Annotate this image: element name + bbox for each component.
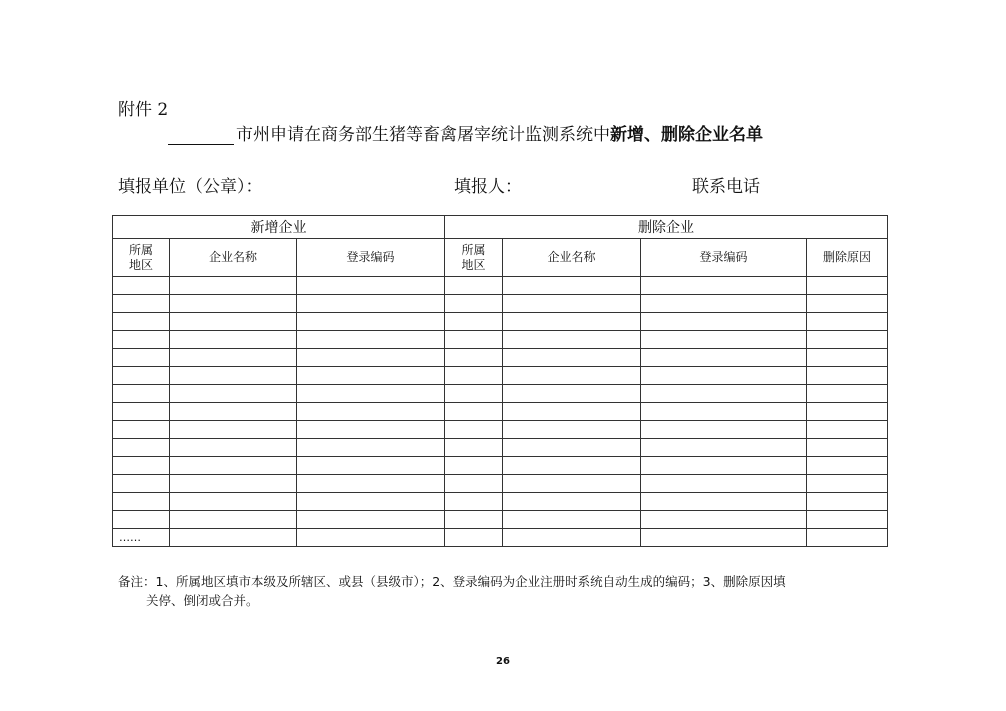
table-cell[interactable] [113, 493, 170, 511]
table-cell[interactable] [170, 511, 297, 529]
table-cell[interactable] [170, 439, 297, 457]
table-cell[interactable] [297, 457, 445, 475]
table-cell[interactable] [445, 385, 503, 403]
table-cell[interactable] [170, 457, 297, 475]
col-header-region-line2: 地区 [128, 257, 153, 272]
table-cell[interactable] [641, 403, 807, 421]
table-cell[interactable] [641, 331, 807, 349]
table-cell[interactable] [445, 475, 503, 493]
table-cell[interactable] [503, 385, 641, 403]
table-cell[interactable] [641, 295, 807, 313]
table-cell[interactable] [297, 295, 445, 313]
table-cell[interactable] [807, 421, 888, 439]
table-cell[interactable] [297, 367, 445, 385]
table-cell[interactable] [641, 475, 807, 493]
table-row [113, 475, 888, 493]
table-row [113, 367, 888, 385]
attachment-label: 附件 2 [118, 100, 169, 120]
table-cell[interactable] [641, 439, 807, 457]
table-cell[interactable] [297, 511, 445, 529]
table-cell[interactable] [503, 367, 641, 385]
table-cell[interactable] [445, 511, 503, 529]
table-cell[interactable] [113, 367, 170, 385]
city-blank-line [168, 124, 234, 145]
table-cell[interactable] [170, 367, 297, 385]
table-row [113, 385, 888, 403]
footnote-line2: 关停、倒闭或合并。 [146, 593, 259, 608]
table-cell[interactable] [445, 313, 503, 331]
table-cell[interactable] [641, 277, 807, 295]
table-cell[interactable] [170, 529, 297, 547]
table-cell[interactable] [445, 367, 503, 385]
table-cell[interactable] [297, 475, 445, 493]
table-cell[interactable] [170, 475, 297, 493]
col-header-code-deleted: 登录编码 [641, 239, 807, 277]
table-cell[interactable] [445, 349, 503, 367]
table-cell[interactable] [503, 475, 641, 493]
table-cell[interactable] [807, 349, 888, 367]
table-cell[interactable] [807, 331, 888, 349]
table-row [113, 421, 888, 439]
table-cell[interactable] [113, 457, 170, 475]
table-cell[interactable] [641, 385, 807, 403]
footnote [118, 572, 898, 610]
table-cell[interactable] [113, 313, 170, 331]
table-cell[interactable] [170, 277, 297, 295]
filler-person-label: 填报人： [454, 177, 522, 197]
table-cell[interactable] [113, 403, 170, 421]
table-row-ellipsis [113, 529, 888, 547]
table-cell[interactable] [113, 385, 170, 403]
table-cell[interactable] [503, 439, 641, 457]
col-header-region-line1: 所属 [128, 242, 153, 257]
table-cell[interactable] [641, 367, 807, 385]
table-cell[interactable] [807, 493, 888, 511]
table-row [113, 277, 888, 295]
table-cell[interactable] [445, 439, 503, 457]
table-cell[interactable] [503, 277, 641, 295]
table-cell[interactable] [113, 295, 170, 313]
table-cell[interactable] [170, 331, 297, 349]
table-cell[interactable] [503, 493, 641, 511]
title-bold: 新增、删除企业名单 [610, 125, 763, 145]
table-cell[interactable] [641, 457, 807, 475]
title-regular: 市州申请在商务部生猪等畜禽屠宰统计监测系统中 [236, 125, 610, 145]
table-cell[interactable] [807, 403, 888, 421]
table-cell[interactable] [170, 295, 297, 313]
table-cell[interactable] [445, 277, 503, 295]
table-cell[interactable] [113, 511, 170, 529]
table-cell[interactable] [170, 493, 297, 511]
table-cell[interactable] [297, 493, 445, 511]
table-cell[interactable] [445, 403, 503, 421]
col-header-region-line1: 所属 [461, 242, 486, 257]
table-cell[interactable] [503, 457, 641, 475]
table-cell[interactable] [641, 493, 807, 511]
table-cell[interactable] [503, 403, 641, 421]
document-title [168, 120, 763, 145]
ellipsis-cell: …… [113, 529, 170, 547]
table-cell[interactable] [445, 457, 503, 475]
table-cell[interactable] [641, 421, 807, 439]
table-cell[interactable] [641, 349, 807, 367]
table-cell[interactable] [113, 421, 170, 439]
table-row [113, 403, 888, 421]
table-cell[interactable] [113, 277, 170, 295]
table-cell[interactable] [297, 277, 445, 295]
table-cell[interactable] [445, 295, 503, 313]
group-header-added: 新增企业 [113, 216, 445, 239]
table-cell[interactable] [807, 457, 888, 475]
table-cell[interactable] [170, 385, 297, 403]
table-cell[interactable] [297, 385, 445, 403]
table-row [113, 457, 888, 475]
table-cell[interactable] [503, 331, 641, 349]
table-cell[interactable] [445, 529, 503, 547]
col-header-region-deleted [445, 239, 503, 277]
table-cell[interactable] [503, 511, 641, 529]
col-header-region-line2: 地区 [461, 257, 486, 272]
table-cell[interactable] [113, 331, 170, 349]
table-cell[interactable] [503, 313, 641, 331]
table-cell[interactable] [170, 403, 297, 421]
table-cell[interactable] [503, 421, 641, 439]
filler-unit-label: 填报单位（公章）： [118, 177, 263, 197]
table-cell[interactable] [445, 493, 503, 511]
table-cell[interactable] [807, 385, 888, 403]
table-cell[interactable] [170, 349, 297, 367]
table-cell[interactable] [503, 529, 641, 547]
col-header-name-added: 企业名称 [170, 239, 297, 277]
table-cell[interactable] [113, 439, 170, 457]
table-cell[interactable] [641, 313, 807, 331]
table-cell[interactable] [297, 331, 445, 349]
enterprise-table [112, 215, 888, 547]
table-cell[interactable] [807, 367, 888, 385]
group-header-deleted: 删除企业 [445, 216, 888, 239]
table-cell[interactable] [807, 277, 888, 295]
table-cell[interactable] [297, 313, 445, 331]
table-cell[interactable] [807, 313, 888, 331]
table-row [113, 313, 888, 331]
footnote-line1: 备注：1、所属地区填市本级及所辖区、或县（县级市）；2、登录编码为企业注册时系统自动生成的编码；3、删除原因填 [118, 574, 786, 589]
table-cell[interactable] [641, 529, 807, 547]
table-cell[interactable] [297, 439, 445, 457]
table-row [113, 493, 888, 511]
table-cell[interactable] [297, 529, 445, 547]
table-cell[interactable] [503, 349, 641, 367]
table-cell[interactable] [503, 295, 641, 313]
col-header-code-added: 登录编码 [297, 239, 445, 277]
table-cell[interactable] [807, 475, 888, 493]
table-row [113, 331, 888, 349]
page-number: 26 [496, 656, 510, 667]
table-cell[interactable] [807, 511, 888, 529]
col-header-delete-reason: 删除原因 [807, 239, 888, 277]
table-cell[interactable] [297, 403, 445, 421]
table-cell[interactable] [113, 349, 170, 367]
table-cell[interactable] [170, 421, 297, 439]
table-cell[interactable] [113, 475, 170, 493]
table-cell[interactable] [807, 295, 888, 313]
table-cell[interactable] [807, 439, 888, 457]
table-cell[interactable] [445, 331, 503, 349]
col-header-region-added [113, 239, 170, 277]
col-header-name-deleted: 企业名称 [503, 239, 641, 277]
table-cell[interactable] [445, 421, 503, 439]
table-row [113, 349, 888, 367]
filler-phone-label: 联系电话 [692, 177, 760, 197]
table-cell[interactable] [297, 349, 445, 367]
table-cell[interactable] [807, 529, 888, 547]
table-cell[interactable] [170, 313, 297, 331]
table-cell[interactable] [297, 421, 445, 439]
table-row [113, 511, 888, 529]
table-body [113, 277, 888, 547]
table-row [113, 439, 888, 457]
table-row [113, 295, 888, 313]
table-cell[interactable] [641, 511, 807, 529]
